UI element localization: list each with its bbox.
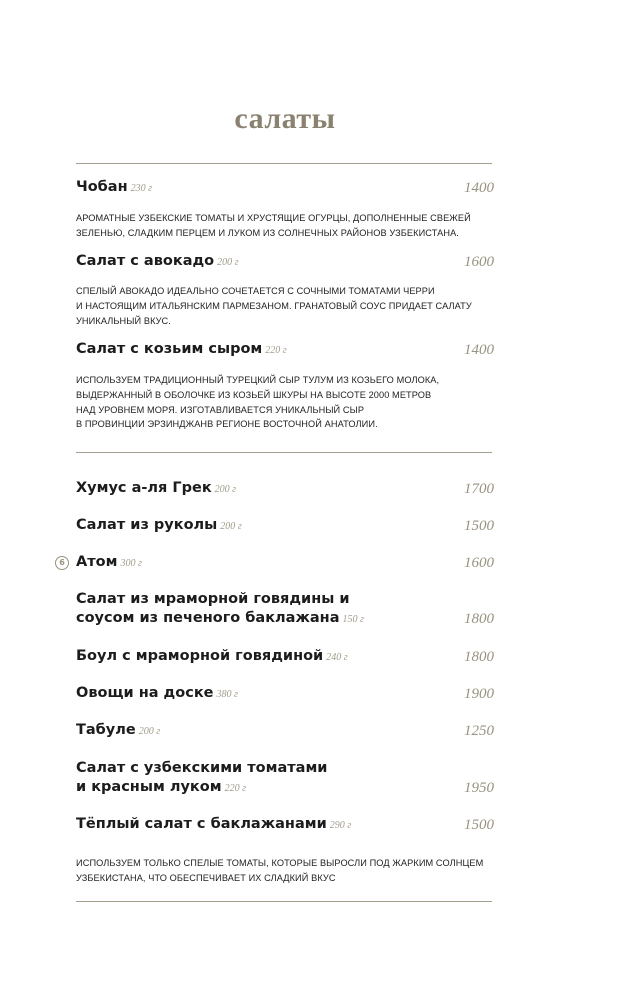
item-price: 1800 — [464, 611, 494, 627]
divider-bottom — [76, 901, 492, 902]
item-weight: 220 г — [265, 345, 287, 356]
item-name: Атом — [76, 554, 118, 570]
item-price: 1800 — [464, 649, 494, 665]
menu-item-avocado-salad — [76, 252, 494, 272]
spicy-level-badge: 6 — [55, 556, 69, 570]
item-weight: 230 г — [130, 183, 153, 194]
item-description: ИСПОЛЬЗУЕМ ТРАДИЦИОННЫЙ ТУРЕЦКИЙ СЫР ТУЛУМ ИЗ КОЗЬЕГО МОЛОКА, ВЫДЕРЖАННЫЙ В ОБОЛОЧКЕ ИЗ КОЗЬЕЙ ШКУРЫ НА ВЫСОТЕ 2000 МЕТРОВ НАД УРОВНЕМ МОРЯ. ИЗГОТАВЛИВАЕТСЯ УНИКАЛЬНЫЙ СЫР В ПРОВИНЦИИ ЭРЗИНДЖАНВ РЕГИОНЕ ВОСТОЧНОЙ АНАТОЛИИ. — [76, 375, 440, 430]
item-price: 1500 — [464, 817, 494, 833]
item-price: 1700 — [464, 481, 494, 497]
item-price: 1500 — [464, 518, 494, 534]
menu-item-marbled-beef-bowl — [76, 647, 494, 667]
item-name: Салат с козьим сыром — [76, 341, 263, 357]
item-name: Хумус а-ля Грек — [76, 480, 212, 496]
menu-item-tabbouleh — [76, 721, 494, 741]
divider-top — [76, 163, 492, 164]
item-name: Салат с узбекскими томатами и красным луком — [76, 760, 328, 795]
item-weight: 200 г — [220, 521, 242, 532]
item-weight: 300 г — [120, 558, 142, 569]
menu-item-marbled-beef-salad — [76, 590, 494, 629]
item-description: АРОМАТНЫЕ УЗБЕКСКИЕ ТОМАТЫ И ХРУСТЯЩИЕ ОГУРЦЫ, ДОПОЛНЕННЫЕ СВЕЖЕЙ ЗЕЛЕНЬЮ, СЛАДКИМ ПЕРЦЕМ И ЛУКОМ ИЗ СОЛНЕЧНЫХ РАЙОНОВ УЗБЕКИСТАНА. — [76, 213, 471, 238]
item-name: Салат с авокадо — [76, 253, 215, 269]
menu-item-hummus — [76, 479, 494, 499]
item-price: 1950 — [464, 780, 494, 796]
item-name: Салат из руколы — [76, 517, 218, 533]
menu-item-warm-eggplant-salad — [76, 815, 494, 835]
menu-item-choban — [76, 178, 494, 198]
item-name: Табуле — [76, 722, 136, 738]
item-price: 1400 — [464, 342, 494, 358]
item-weight: 200 г — [214, 484, 237, 495]
item-weight: 200 г — [217, 257, 239, 268]
item-weight: 240 г — [326, 652, 348, 663]
item-weight: 290 г — [329, 820, 352, 831]
item-weight: 200 г — [138, 726, 161, 737]
item-name: Салат из мраморной говядины и соусом из печеного баклажана — [76, 591, 350, 626]
menu-item-goat-cheese-salad — [76, 340, 494, 360]
item-price: 1400 — [464, 180, 494, 196]
item-price: 1600 — [464, 555, 494, 571]
item-name: Боул с мраморной говядиной — [76, 648, 324, 664]
footer-note: ИСПОЛЬЗУЕМ ТОЛЬКО СПЕЛЫЕ ТОМАТЫ, КОТОРЫЕ ВЫРОСЛИ ПОД ЖАРКИМ СОЛНЦЕМ УЗБЕКИСТАНА, ЧТО ОБЕСПЕЧИВАЕТ ИХ СЛАДКИЙ ВКУС — [76, 858, 484, 883]
menu-item-arugula-salad — [76, 516, 494, 536]
item-weight: 150 г — [342, 614, 364, 625]
menu-item-atom — [76, 553, 494, 573]
section-title: салаты — [234, 102, 336, 135]
item-name: Чобан — [76, 179, 128, 195]
item-weight: 220 г — [224, 783, 246, 794]
item-name: Овощи на доске — [76, 685, 214, 701]
menu-item-vegetables-board — [76, 684, 494, 704]
item-price: 1600 — [464, 254, 494, 270]
item-name: Тёплый салат с баклажанами — [76, 816, 327, 832]
item-price: 1250 — [464, 723, 494, 739]
item-description: СПЕЛЫЙ АВОКАДО ИДЕАЛЬНО СОЧЕТАЕТСЯ С СОЧНЫМИ ТОМАТАМИ ЧЕРРИ И НАСТОЯЩИМ ИТАЛЬЯНСКИМ ПАРМЕЗАНОМ. ГРАНАТОВЫЙ СОУС ПРИДАЕТ САЛАТУ УНИКАЛЬНЫЙ ВКУС. — [76, 286, 472, 326]
item-price: 1900 — [464, 686, 494, 702]
divider-middle — [76, 452, 492, 453]
menu-item-uzbek-tomato-salad — [76, 759, 494, 798]
item-weight: 380 г — [216, 689, 238, 700]
